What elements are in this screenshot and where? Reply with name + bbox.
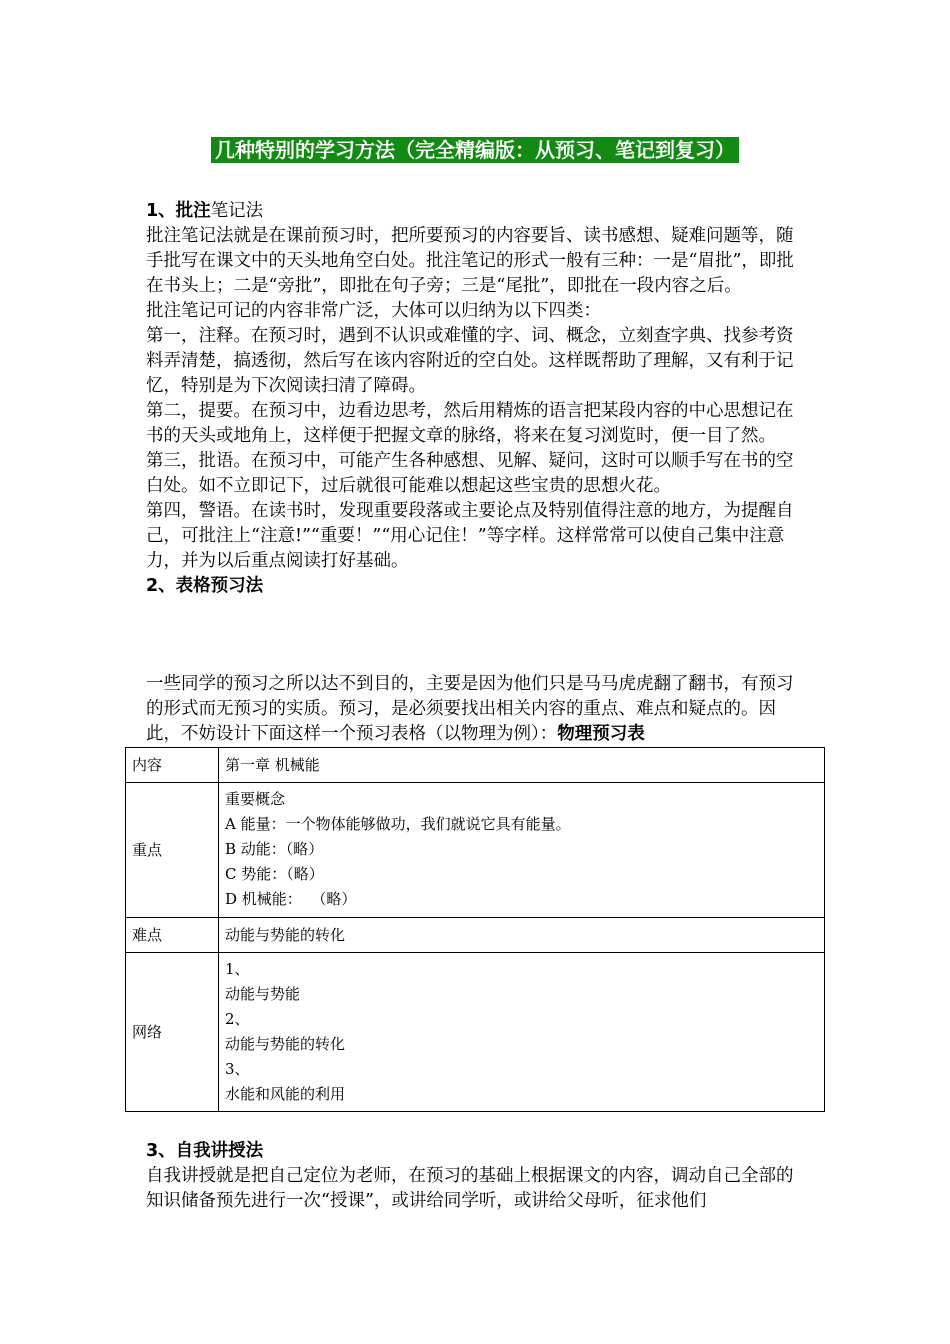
section-1-paragraph: 第四，警语。在读书时，发现重要段落或主要论点及特别值得注意的地方，为提醒自己，可批注上“注意!”“重要！”“用心记住！”等字样。这样常常可以使自己集中注意力，并为以后重点阅读打好基础。 [146,501,794,571]
table-cell-line: 动能与势能的转化 [225,925,346,944]
table-cell-line: A 能量：一个物体能够做功，我们就说它具有能量。 [225,815,571,833]
table-cell-line: 动能与势能的转化 [225,1035,346,1053]
section-1-paragraph: 批注笔记法就是在课前预习时，把所要预习的内容要旨、读书感想、疑难问题等，随手批写在课文中的天头地角空白处。批注笔记的形式一般有三种：一是“眉批”，即批在书头上；二是“旁批”，即批在句子旁；三是“尾批”，即批在一段内容之后。 [146,226,794,296]
section-2 [146,672,810,747]
table-cell-line: 动能与势能 [225,985,301,1003]
table-row-content [219,918,825,953]
table-row-content [219,783,825,918]
section-1-paragraph: 第二，提要。在预习中，边看边思考，然后用精炼的语言把某段内容的中心思想记在书的天头或地角上，这样便于把握文章的脉络，将来在复习浏览时，便一目了然。 [146,401,794,446]
table-row [126,918,825,953]
table-cell-line: 重要概念 [225,790,286,808]
table-row-label: 难点 [126,918,219,953]
document-title: 几种特别的学习方法（完全精编版：从预习、笔记到复习） [211,137,739,163]
preview-table [125,747,825,1112]
table-row-content [219,748,825,783]
title-container [0,137,950,163]
section-1-paragraph: 第一，注释。在预习时，遇到不认识或难懂的字、词、概念，立刻查字典、找参考资料弄清楚，搞透彻，然后写在该内容附近的空白处。这样既帮助了理解，又有利于记忆，特别是为下次阅读扫清了障碍。 [146,326,794,396]
section-3-paragraph: 自我讲授就是把自己定位为老师，在预习的基础上根据课文的内容，调动自己全部的知识储备预先进行一次“授课”，或讲给同学听，或讲给父母听，征求他们 [146,1166,794,1211]
table-cell-line: 1、 [225,960,250,978]
table-cell-line: D 机械能： （略） [225,890,357,908]
section-2-paragraph-text: 一些同学的预习之所以达不到目的，主要是因为他们只是马马虎虎翻了翻书，有预习的形式而无预习的实质。预习，是必须要找出相关内容的重点、难点和疑点的。因此，不妨设计下面这样一个预习表格（以物理为例）： [146,674,794,744]
table-row-content [219,953,825,1112]
table-row-label: 内容 [126,748,219,783]
section-3 [146,1139,810,1214]
table-cell-line: 第一章 机械能 [225,755,320,774]
table-row-label: 网络 [126,953,219,1112]
table-cell-line: 水能和风能的利用 [225,1085,346,1103]
section-1-heading [146,199,810,224]
section-2-paragraph [146,672,810,747]
section-3-heading: 3、自我讲授法 [146,1141,264,1161]
table-row [126,783,825,918]
section-1 [146,199,810,599]
table-row-label: 重点 [126,783,219,918]
section-1-paragraph: 第三，批语。在预习中，可能产生各种感想、见解、疑问，这时可以顺手写在书的空白处。如不立即记下，过后就很可能难以想起这些宝贵的思想火花。 [146,451,794,496]
table-cell-line: 3、 [225,1060,250,1078]
section-1-heading-prefix: 1、批注 [146,201,211,221]
section-1-paragraph: 批注笔记可记的内容非常广泛，大体可以归纳为以下四类： [146,301,601,321]
table-row [126,953,825,1112]
section-1-heading-suffix: 笔记法 [210,201,264,221]
section-2-heading: 2、表格预习法 [146,576,264,596]
table-cell-line: 2、 [225,1010,250,1028]
table-cell-line: C 势能：（略） [225,865,324,883]
table-caption: 物理预习表 [557,724,645,744]
table-cell-line: B 动能：（略） [225,840,324,858]
table-row [126,748,825,783]
